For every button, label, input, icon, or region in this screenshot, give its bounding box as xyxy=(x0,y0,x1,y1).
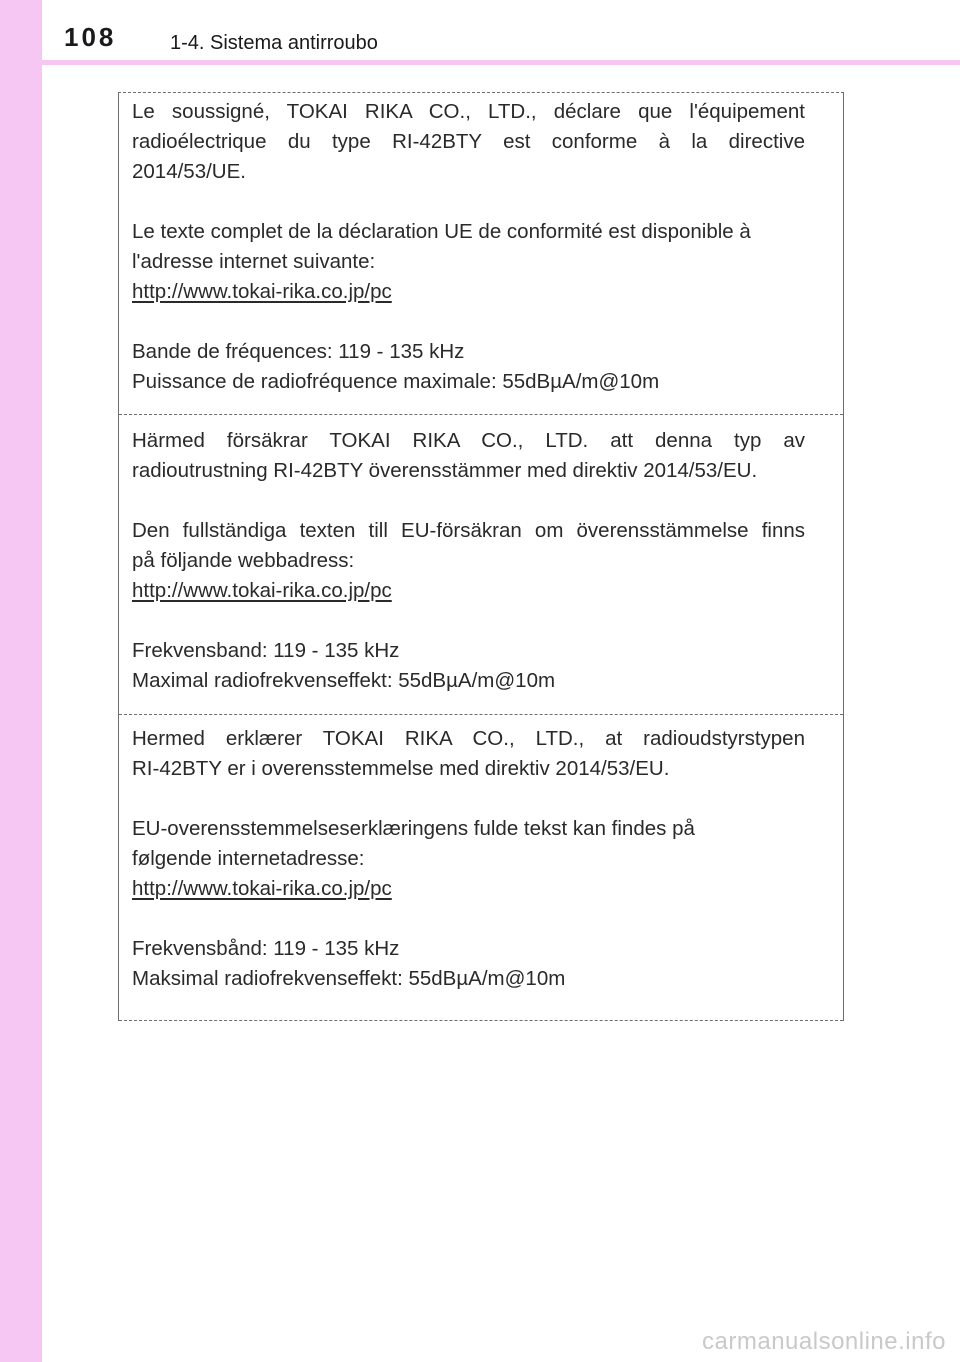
header-rule xyxy=(0,60,960,65)
text-line: Den fullständiga texten till EU-försäkran om överensstämmelse finns xyxy=(132,519,805,542)
declaration-line: radioutrustning RI-42BTY överensstämmer med direktiv 2014/53/EU. xyxy=(132,459,758,482)
text-line: l'adresse internet suivante: xyxy=(132,250,376,273)
text-line: følgende internetadresse: xyxy=(132,847,365,870)
max-power: Puissance de radiofréquence maximale: 55dBµA/m@10m xyxy=(132,370,660,393)
max-power: Maksimal radiofrekvenseffekt: 55dBµA/m@10m xyxy=(132,967,566,990)
text-line: på följande webbadress: xyxy=(132,549,355,572)
declaration-line: Härmed försäkrar TOKAI RIKA CO., LTD. att denna typ av xyxy=(132,429,805,452)
declaration-url-link[interactable]: http://www.tokai-rika.co.jp/pc xyxy=(132,877,392,900)
side-color-bar xyxy=(0,0,42,1362)
frequency-band: Bande de fréquences: 119 - 135 kHz xyxy=(132,340,465,363)
page-number: 108 xyxy=(64,22,117,52)
max-power: Maximal radiofrekvenseffekt: 55dBµA/m@10m xyxy=(132,669,556,692)
declaration-block-french xyxy=(119,93,843,415)
watermark: carmanualsonline.info xyxy=(702,1328,946,1355)
declaration-line: RI-42BTY er i overensstemmelse med direktiv 2014/53/EU. xyxy=(132,757,670,780)
declaration-line: Hermed erklærer TOKAI RIKA CO., LTD., at radioudstyrstypen xyxy=(132,727,805,750)
declaration-line: Le soussigné, TOKAI RIKA CO., LTD., déclare que l'équipement xyxy=(132,100,805,123)
declaration-url-link[interactable]: http://www.tokai-rika.co.jp/pc xyxy=(132,280,392,303)
declaration-block-swedish xyxy=(119,415,843,715)
frequency-band: Frekvensbånd: 119 - 135 kHz xyxy=(132,937,400,960)
declaration-line: radioélectrique du type RI-42BTY est conforme à la directive xyxy=(132,130,805,153)
text-line: EU-overensstemmelseserklæringens fulde tekst kan findes på xyxy=(132,817,695,840)
declaration-block-danish xyxy=(119,715,843,1021)
page-header xyxy=(0,0,960,66)
declaration-url-link[interactable]: http://www.tokai-rika.co.jp/pc xyxy=(132,579,392,602)
section-title: 1-4. Sistema antirroubo xyxy=(170,32,378,54)
frequency-band: Frekvensband: 119 - 135 kHz xyxy=(132,639,400,662)
text-line: Le texte complet de la déclaration UE de conformité est disponible à xyxy=(132,220,751,243)
declaration-box xyxy=(118,92,844,1021)
declaration-line: 2014/53/UE. xyxy=(132,160,246,183)
